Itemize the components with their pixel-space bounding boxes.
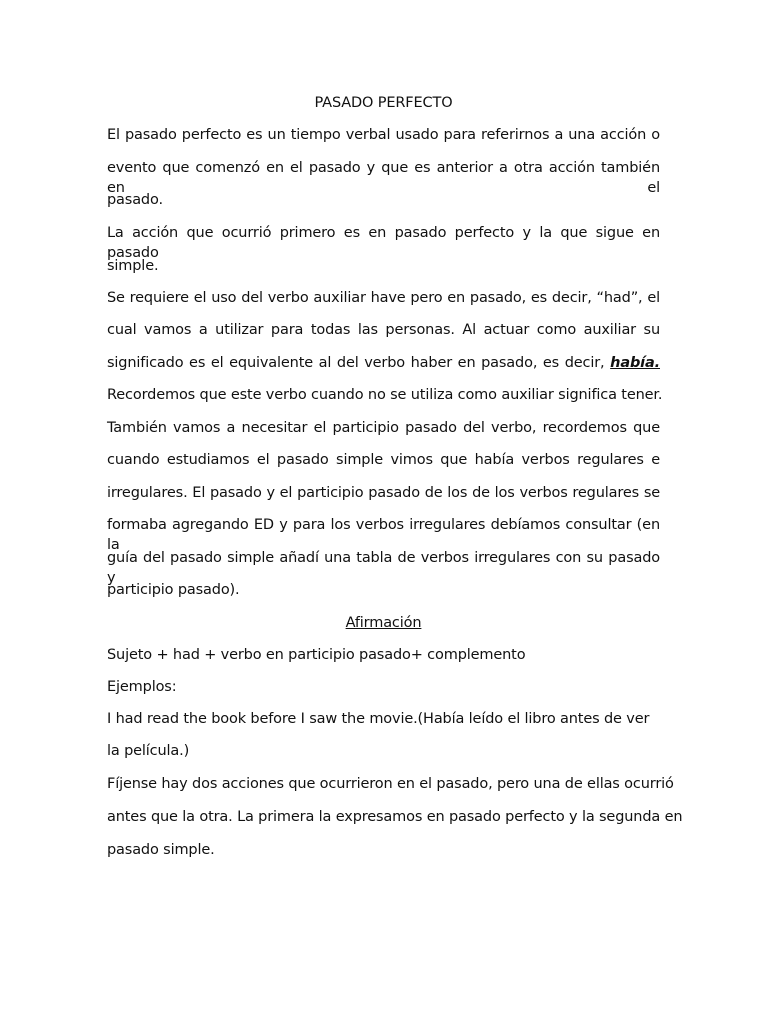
paragraph-participle-line-6: participio pasado).: [107, 582, 240, 598]
paragraph-explanation-line-1: Fíjense hay dos acciones que ocurrieron en el pasado, pero una de ellas ocurrió: [107, 776, 674, 792]
paragraph-auxiliary-line-1: Se requiere el uso del verbo auxiliar have pero en pasado, es decir, “had”, el: [107, 290, 660, 306]
affirmation-heading: [107, 613, 660, 633]
affirmation-heading-text: Afirmación: [345, 615, 422, 631]
paragraph-auxiliary-line-3: [107, 353, 660, 373]
auxiliary-line-3-text: significado es el equivalente al del verbo haber en pasado, es decir,: [107, 355, 611, 371]
paragraph-participle-line-3: irregulares. El pasado y el participio pasado de los de los verbos regulares se: [107, 485, 660, 501]
paragraph-order-line-1: La acción que ocurrió primero es en pasado perfecto y la que sigue en pasado: [107, 225, 660, 261]
structure-formula: Sujeto + had + verbo en participio pasado+ complemento: [107, 647, 526, 663]
emphasized-word: había.: [610, 355, 660, 371]
paragraph-intro-line-1: El pasado perfecto es un tiempo verbal usado para referirnos a una acción o: [107, 127, 660, 143]
example-sentence-line-2: la película.): [107, 743, 190, 759]
examples-label: Ejemplos:: [107, 679, 177, 695]
paragraph-participle-line-5: guía del pasado simple añadí una tabla de verbos irregulares con su pasado y: [107, 550, 660, 586]
paragraph-order-line-2: simple.: [107, 258, 159, 274]
paragraph-auxiliary-line-2: cual vamos a utilizar para todas las personas. Al actuar como auxiliar su: [107, 322, 660, 338]
paragraph-participle-line-4: formaba agregando ED y para los verbos irregulares debíamos consultar (en la: [107, 517, 660, 553]
example-sentence-line-1: I had read the book before I saw the movie.(Había leído el libro antes de ver: [107, 711, 650, 727]
paragraph-auxiliary-line-4: Recordemos que este verbo cuando no se utiliza como auxiliar significa tener.: [107, 387, 663, 403]
paragraph-intro-line-2: evento que comenzó en el pasado y que es anterior a otra acción también en el: [107, 160, 660, 196]
paragraph-intro-line-3: pasado.: [107, 192, 163, 208]
paragraph-participle-line-1: También vamos a necesitar el participio pasado del verbo, recordemos que: [107, 420, 660, 436]
paragraph-explanation-line-3: pasado simple.: [107, 842, 215, 858]
paragraph-explanation-line-2: antes que la otra. La primera la expresamos en pasado perfecto y la segunda en: [107, 809, 683, 825]
document-title: PASADO PERFECTO: [314, 95, 453, 111]
paragraph-participle-line-2: cuando estudiamos el pasado simple vimos que había verbos regulares e: [107, 452, 660, 468]
